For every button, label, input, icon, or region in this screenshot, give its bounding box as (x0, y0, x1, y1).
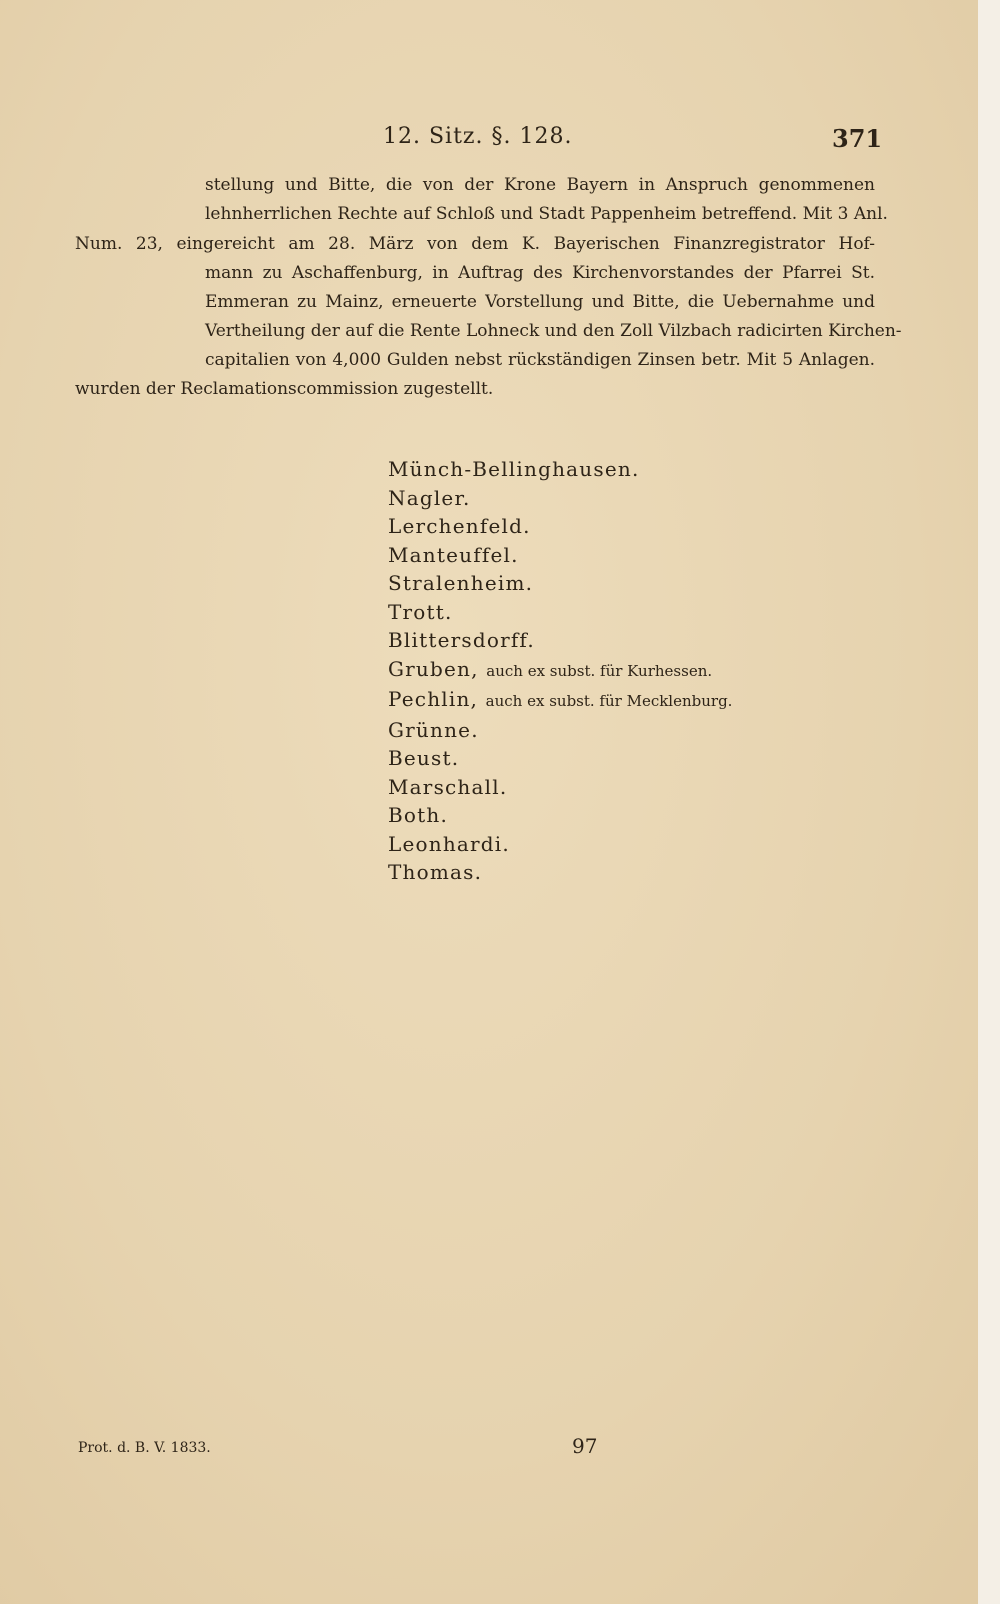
footer-imprint: Prot. d. B. V. 1833. (78, 1440, 211, 1456)
signatory-name: Gruben, auch ex subst. für Kurhessen. (388, 656, 713, 681)
signatory-list (388, 455, 732, 887)
paragraph-2-first-line (75, 230, 875, 259)
text-line: capitalien von 4,000 Gulden nebst rückständigen Zinsen betr. Mit 5 Anlagen. (205, 350, 875, 370)
paragraph-2 (205, 259, 902, 375)
text-line: Vertheilung der auf die Rente Lohneck und den Zoll Vilzbach radicirten Kirchen- (205, 321, 902, 341)
signatory-name: Trott. (388, 599, 453, 624)
text-line: Emmeran zu Mainz, erneuerte Vorstellung und Bitte, die Uebernahme und (205, 292, 875, 312)
signatory-name: Manteuffel. (388, 542, 519, 567)
paragraph-1 (205, 171, 888, 229)
signatory-name: Pechlin, auch ex subst. für Mecklenburg. (388, 687, 733, 711)
signatory-name: Stralenheim. (388, 571, 534, 595)
signatory-name: Thomas. (388, 860, 483, 884)
signatory-name: Lerchenfeld. (388, 514, 531, 538)
running-head: 12. Sitz. §. 128. (383, 124, 573, 149)
signatory-name: Leonhardi. (388, 831, 510, 856)
closing-line (75, 375, 575, 404)
substitution-note: auch ex subst. für Mecklenburg. (485, 692, 733, 710)
signatory-name: Nagler. (388, 485, 471, 510)
signatory-name: Grünne. (388, 717, 479, 742)
substitution-note: auch ex subst. für Kurhessen. (486, 661, 713, 680)
signatory-name: Marschall. (388, 774, 508, 799)
signatory-name: Beust. (388, 746, 460, 770)
page-number: 371 (832, 124, 883, 153)
text-line: mann zu Aschaffenburg, in Auftrag des Kirchenvorstandes der Pfarrei St. (205, 263, 875, 283)
footer-signature: 97 (572, 1434, 598, 1458)
text-line: Num. 23, eingereicht am 28. März von dem K. Bayerischen Finanzregistrator Hof- (75, 234, 875, 254)
text-line: wurden der Reclamationscommission zugestellt. (75, 379, 494, 399)
signatory-name: Both. (388, 803, 449, 827)
text-line: lehnherrlichen Rechte auf Schloß und Stadt Pappenheim betreffend. Mit 3 Anl. (205, 204, 888, 224)
signatory-name: Münch-Bellinghausen. (388, 457, 640, 481)
text-line: stellung und Bitte, die von der Krone Bayern in Anspruch genommenen (205, 175, 875, 195)
signatory-name: Blittersdorff. (388, 628, 535, 652)
